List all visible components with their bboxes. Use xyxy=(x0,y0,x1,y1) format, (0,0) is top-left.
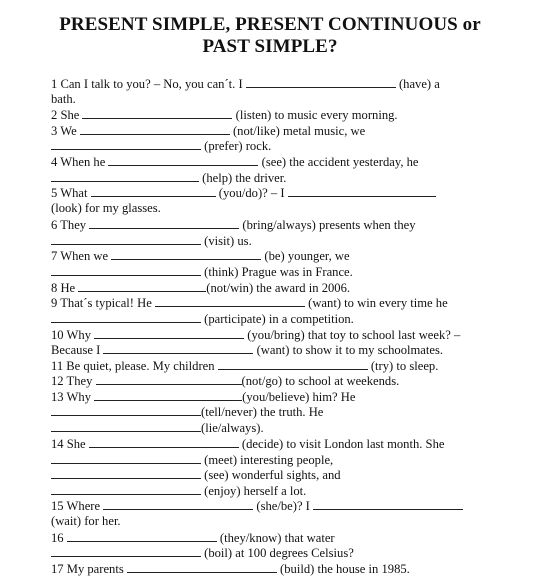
exercise-text: 10 Why xyxy=(51,328,95,342)
exercise-line xyxy=(51,483,306,499)
answer-blank[interactable] xyxy=(89,436,239,448)
exercise-line xyxy=(51,248,350,264)
exercise-text: Because I xyxy=(51,343,104,357)
exercise-text: (have) a xyxy=(395,77,440,91)
answer-blank[interactable] xyxy=(103,342,253,354)
exercise-text: 9 That´s typical! He xyxy=(51,296,155,310)
answer-blank[interactable] xyxy=(91,185,216,197)
exercise-text: 6 They xyxy=(51,218,90,232)
exercise-text: (look) for my glasses. xyxy=(51,201,161,215)
exercise-line xyxy=(51,138,271,154)
exercise-text: (boil) at 100 degrees Celsius? xyxy=(201,546,354,560)
answer-blank[interactable] xyxy=(103,498,253,510)
exercise-text: (she/be)? I xyxy=(253,499,314,513)
exercise-line xyxy=(51,327,460,343)
answer-blank[interactable] xyxy=(80,123,230,135)
exercise-text: 15 Where xyxy=(51,499,104,513)
answer-blank[interactable] xyxy=(51,404,201,416)
exercise-text: (think) Prague was in France. xyxy=(201,265,353,279)
answer-blank[interactable] xyxy=(127,561,277,573)
exercise-text: (be) younger, we xyxy=(261,249,350,263)
answer-blank[interactable] xyxy=(51,264,201,276)
exercise-text: (prefer) rock. xyxy=(201,139,272,153)
answer-blank[interactable] xyxy=(96,373,242,385)
exercise-text: 17 My parents xyxy=(51,562,127,576)
answer-blank[interactable] xyxy=(246,76,396,88)
exercise-line xyxy=(51,76,440,92)
exercise-text: (bring/always) presents when they xyxy=(239,218,416,232)
exercise-line xyxy=(51,170,286,186)
exercise-text: (you/bring) that toy to school last week? – xyxy=(244,328,461,342)
exercise-text: (tell/never) the truth. He xyxy=(201,405,324,419)
exercise-line xyxy=(51,420,264,436)
exercise-text: (not/like) metal music, we xyxy=(229,124,366,138)
exercise-text: (visit) us. xyxy=(201,234,252,248)
worksheet-title-line-1: PRESENT SIMPLE, PRESENT CONTINUOUS or xyxy=(59,14,481,35)
answer-blank[interactable] xyxy=(51,311,201,323)
answer-blank[interactable] xyxy=(78,280,206,292)
exercise-text: (see) wonderful sights, and xyxy=(201,468,341,482)
exercise-text: (decide) to visit London last month. She xyxy=(238,437,445,451)
exercise-line xyxy=(51,514,121,529)
exercise-text: (enjoy) herself a lot. xyxy=(201,484,307,498)
exercise-text: 7 When we xyxy=(51,249,112,263)
exercise-text: bath. xyxy=(51,92,76,106)
answer-blank[interactable] xyxy=(89,217,239,229)
exercise-text: (listen) to music every morning. xyxy=(232,108,398,122)
answer-blank[interactable] xyxy=(51,545,201,557)
answer-blank[interactable] xyxy=(51,452,201,464)
exercise-text: (wait) for her. xyxy=(51,514,121,528)
exercise-text: 16 xyxy=(51,531,67,545)
exercise-line xyxy=(51,264,353,280)
exercise-text: 1 Can I talk to you? – No, you can´t. I xyxy=(51,77,246,91)
exercise-text: 5 What xyxy=(51,186,91,200)
exercise-text: (help) the driver. xyxy=(199,171,287,185)
answer-blank[interactable] xyxy=(94,389,242,401)
answer-blank[interactable] xyxy=(51,467,201,479)
exercise-text: (lie/always). xyxy=(201,421,264,435)
exercise-text: 12 They xyxy=(51,374,96,388)
answer-blank[interactable] xyxy=(218,358,368,370)
exercise-line xyxy=(51,467,341,483)
exercise-line xyxy=(51,311,354,327)
exercise-line xyxy=(51,342,443,358)
exercise-line xyxy=(51,452,333,468)
exercise-line xyxy=(51,295,448,311)
exercise-line xyxy=(51,185,436,201)
exercise-line xyxy=(51,436,444,452)
exercise-text: 4 When he xyxy=(51,155,109,169)
exercise-line xyxy=(51,373,399,389)
exercise-text: 14 She xyxy=(51,437,89,451)
exercise-text: (meet) interesting people, xyxy=(201,453,334,467)
answer-blank[interactable] xyxy=(67,530,217,542)
answer-blank[interactable] xyxy=(51,170,199,182)
exercise-text: (want) to win every time he xyxy=(305,296,448,310)
exercise-text: (not/win) the award in 2006. xyxy=(206,281,351,295)
answer-blank[interactable] xyxy=(51,233,201,245)
exercise-line xyxy=(51,561,410,577)
exercise-line xyxy=(51,404,323,420)
answer-blank[interactable] xyxy=(51,420,201,432)
exercise-line xyxy=(51,154,419,170)
exercise-line xyxy=(51,92,76,107)
exercise-line xyxy=(51,107,398,123)
exercise-text: (want) to show it to my schoolmates. xyxy=(253,343,444,357)
exercise-line xyxy=(51,389,355,405)
worksheet-title-line-2: PAST SIMPLE? xyxy=(202,36,338,57)
exercise-text: 3 We xyxy=(51,124,80,138)
exercise-text: 2 She xyxy=(51,108,83,122)
answer-blank[interactable] xyxy=(82,107,232,119)
exercise-text: (you/believe) him? He xyxy=(242,390,356,404)
answer-blank[interactable] xyxy=(94,327,244,339)
exercise-line xyxy=(51,280,350,296)
answer-blank[interactable] xyxy=(51,138,201,150)
exercise-text: 11 Be quiet, please. My children xyxy=(51,359,218,373)
exercise-line xyxy=(51,498,463,514)
exercise-text: (try) to sleep. xyxy=(367,359,439,373)
answer-blank[interactable] xyxy=(155,295,305,307)
exercise-text: 8 He xyxy=(51,281,79,295)
exercise-text: (not/go) to school at weekends. xyxy=(241,374,400,388)
exercise-line xyxy=(51,217,416,233)
exercise-line xyxy=(51,530,335,546)
answer-blank[interactable] xyxy=(51,483,201,495)
answer-blank[interactable] xyxy=(108,154,258,166)
exercise-text: (participate) in a competition. xyxy=(201,312,354,326)
exercise-line xyxy=(51,123,365,139)
answer-blank[interactable] xyxy=(111,248,261,260)
exercise-text: (you/do)? – I xyxy=(215,186,288,200)
exercise-line xyxy=(51,201,161,216)
exercise-text: (build) the house in 1985. xyxy=(276,562,410,576)
exercise-text: (see) the accident yesterday, he xyxy=(258,155,419,169)
exercise-line xyxy=(51,233,252,249)
exercise-text: (they/know) that water xyxy=(216,531,335,545)
exercise-line xyxy=(51,545,354,561)
exercise-line xyxy=(51,358,438,374)
answer-blank[interactable] xyxy=(288,185,436,197)
answer-blank[interactable] xyxy=(313,498,463,510)
exercise-text: 13 Why xyxy=(51,390,95,404)
